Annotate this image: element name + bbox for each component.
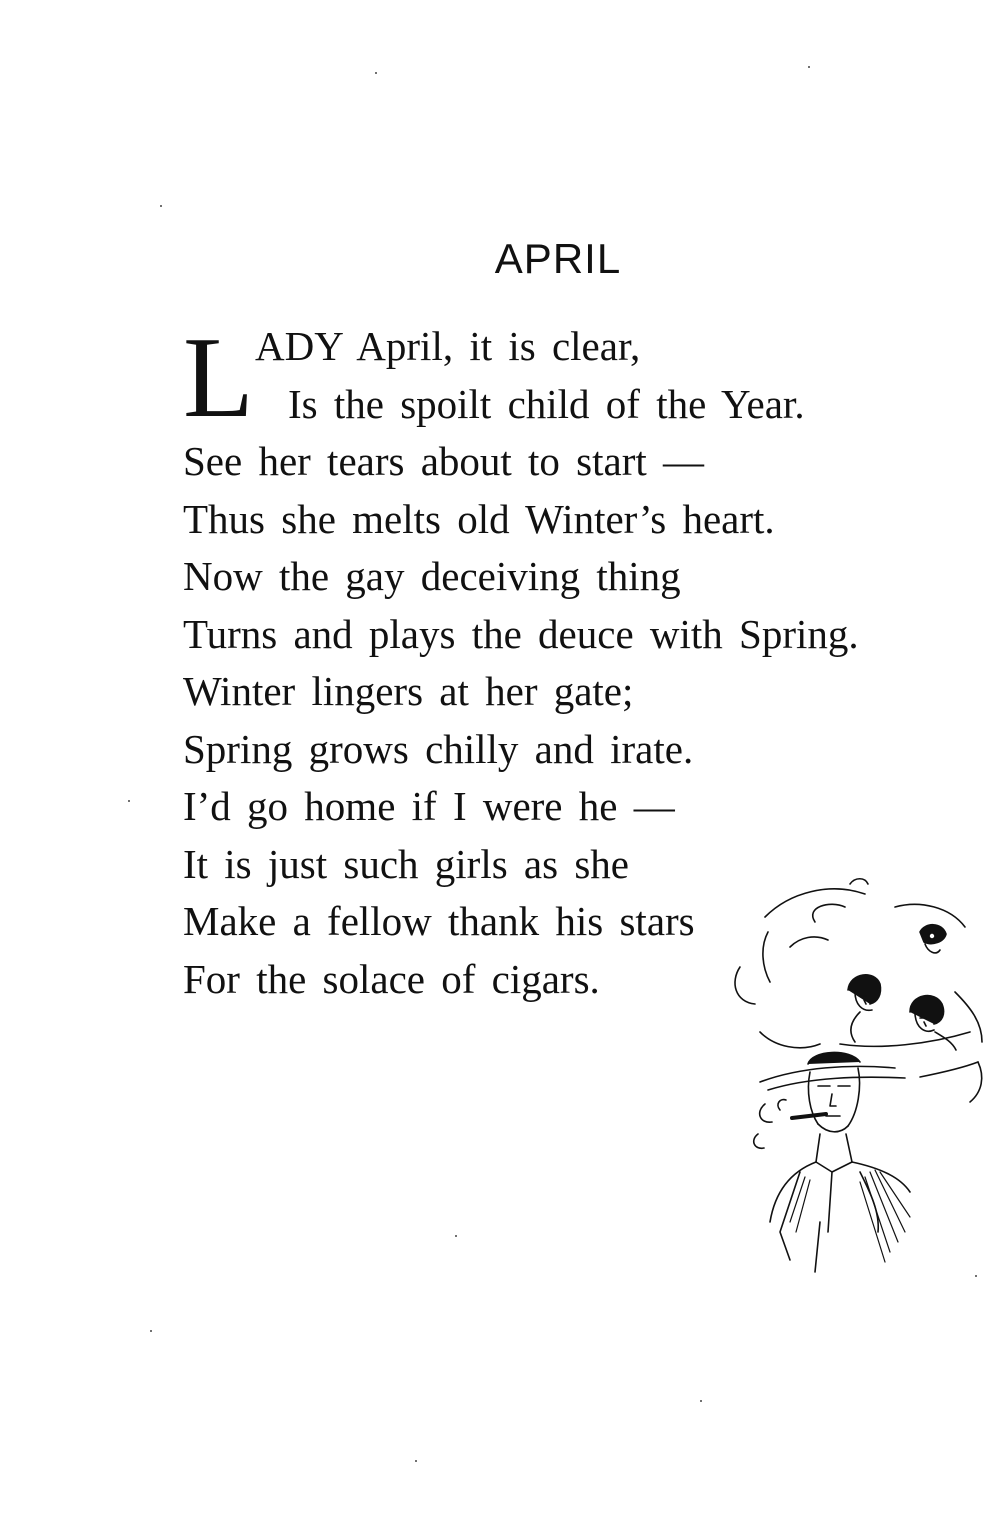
poem-line-4: Thus she melts old Winter’s heart.	[183, 495, 775, 542]
poem-line-2: Is the spoilt child of the Year.	[288, 380, 805, 427]
poem-line-7: Winter lingers at her gate;	[183, 668, 634, 714]
poem-line-3: See her tears about to start —	[183, 438, 705, 484]
girl-face-top	[920, 925, 946, 953]
paper-speck	[150, 1330, 152, 1332]
girl-face-right	[910, 996, 956, 1050]
poem-line-10: It is just such girls as she	[183, 840, 629, 887]
poem-title: APRIL	[494, 235, 622, 282]
paper-speck	[375, 72, 377, 74]
poem-line-12: For the solace of cigars.	[183, 955, 600, 1002]
paper-speck	[808, 66, 810, 68]
man-jacket	[770, 1134, 910, 1272]
poem-line-1: ADY April, it is clear,	[255, 323, 641, 369]
smoker-illustration	[720, 872, 1000, 1282]
paper-speck	[975, 1275, 977, 1277]
girl-face-left	[848, 975, 881, 1042]
man-head	[808, 1052, 860, 1131]
poem-line-11: Make a fellow thank his stars	[183, 898, 695, 944]
paper-speck	[128, 800, 130, 802]
paper-speck	[415, 1460, 417, 1462]
paper-speck	[455, 1235, 457, 1237]
cigar-icon	[778, 1100, 826, 1118]
smoke-wisps	[754, 1066, 905, 1148]
poem-line-6: Turns and plays the deuce with Spring.	[183, 610, 859, 657]
paper-speck	[160, 205, 162, 207]
poem-line-5: Now the gay deceiving thing	[183, 553, 681, 599]
poem-line-8: Spring grows chilly and irate.	[183, 725, 694, 772]
poem-line-9: I’d go home if I were he —	[183, 783, 675, 829]
drop-cap: L	[183, 314, 254, 442]
paper-speck	[700, 1400, 702, 1402]
